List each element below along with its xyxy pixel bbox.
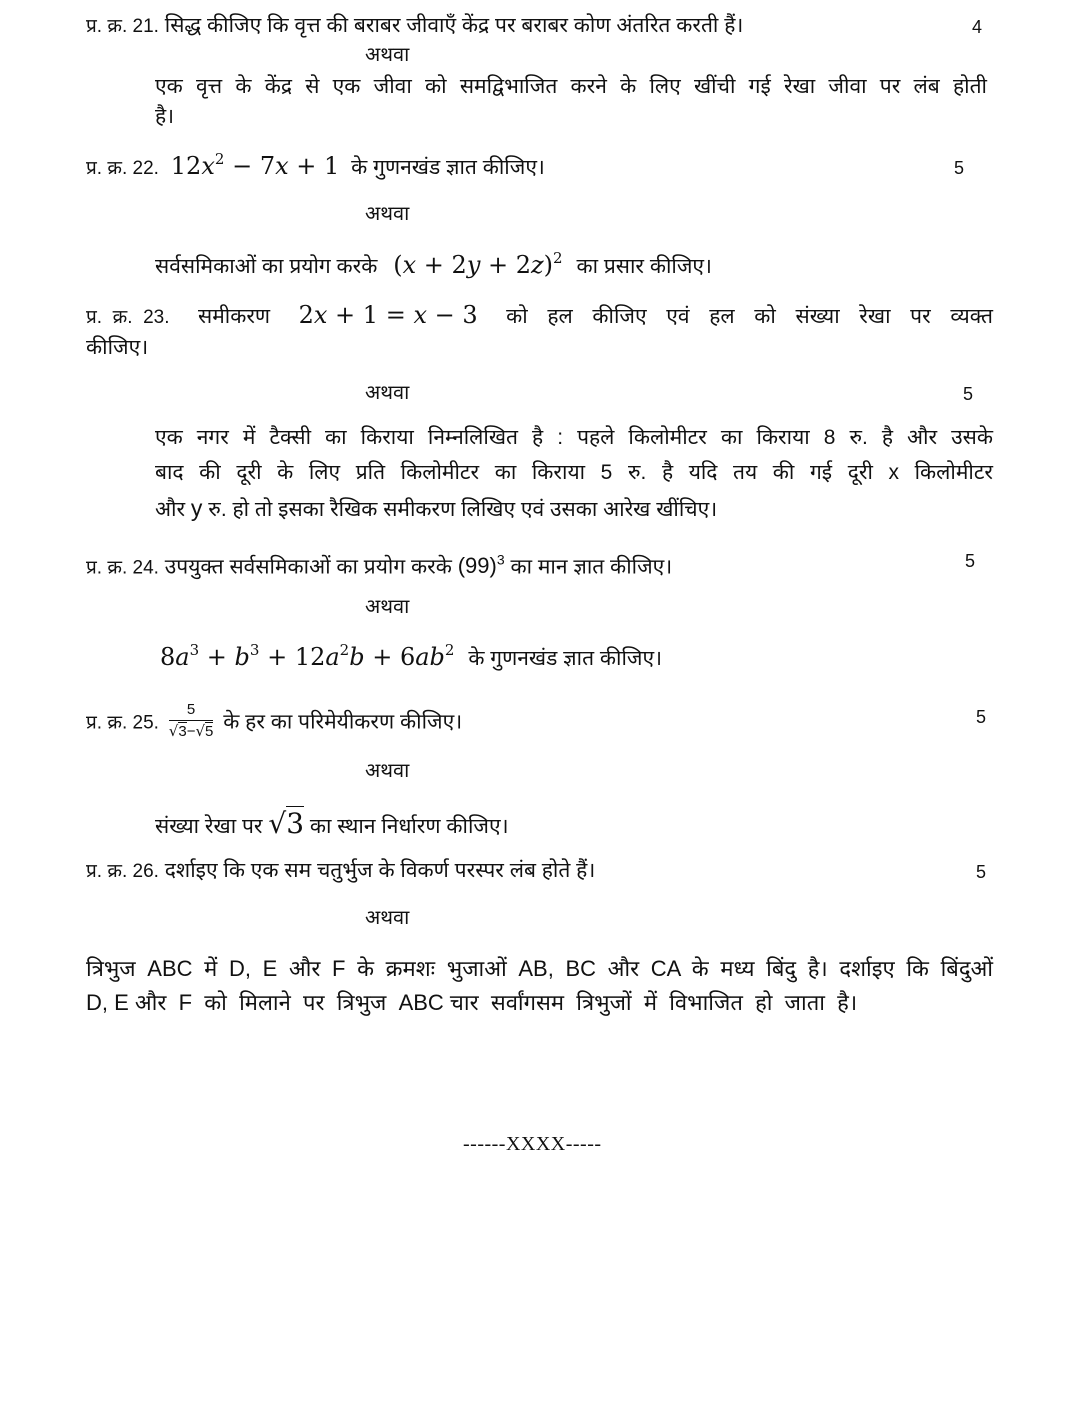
math-term: 6 xyxy=(399,643,416,671)
marks-label: 5 xyxy=(965,551,976,571)
alternative-text: रु. हो तो इसका रैखिक समीकरण लिखिए एवं उसका आरेख खींचिए। xyxy=(208,498,718,521)
math-term: + 1 = xyxy=(327,301,414,329)
math-variable: ab xyxy=(415,643,445,671)
marks-label: 4 xyxy=(972,17,983,37)
sqrt-icon: √ xyxy=(268,807,287,840)
question-23 xyxy=(86,301,993,332)
question-text: को हल कीजिए एवं हल को संख्या रेखा पर व्यक्त xyxy=(506,305,993,328)
question-text-prefix: समीकरण xyxy=(198,305,271,328)
alternative-question-21-line2: है। xyxy=(155,105,175,128)
math-paren: ) xyxy=(543,251,554,279)
math-term: + 2 xyxy=(416,251,467,279)
math-operator: + xyxy=(199,643,235,671)
math-term: − 3 xyxy=(426,301,478,329)
math-variable: x xyxy=(313,301,328,329)
or-label: अथवा xyxy=(365,596,410,618)
alternative-question-26-line1: त्रिभुज ABC में D, E और F के क्रमशः भुजाओं AB, BC और CA के मध्य बिंदु है। दर्शाइए कि बिंदुओं xyxy=(86,956,993,981)
math-variable: y xyxy=(190,495,203,521)
math-term: 7 xyxy=(259,152,276,180)
question-number: प्र. क्र. 23. xyxy=(86,307,170,328)
alternative-question-21-line1: एक वृत्त के केंद्र से एक जीवा को समद्विभाजित करने के लिए खींची गई रेखा जीवा पर लंब होती xyxy=(155,75,987,98)
alternative-question-25 xyxy=(155,807,509,841)
fraction-numerator: 5 xyxy=(169,701,214,721)
alternative-question-23-line2: बाद की दूरी के लिए प्रति किलोमीटर का किराया 5 रु. है यदि तय की गई दूरी x किलोमीटर xyxy=(155,461,993,484)
math-expression xyxy=(171,152,340,180)
math-operator: − xyxy=(186,723,196,740)
or-label: अथवा xyxy=(365,382,410,404)
radicand: 3 xyxy=(178,723,187,740)
math-variable: z xyxy=(531,251,544,279)
math-term: 2 xyxy=(298,301,314,329)
math-variable: x xyxy=(413,301,427,329)
alternative-question-23-line3 xyxy=(155,494,717,524)
question-number: प्र. क्र. 22. xyxy=(86,158,159,179)
math-exponent: 2 xyxy=(553,249,563,267)
radicand: 5 xyxy=(205,723,214,740)
end-of-paper-mark: ------XXXX----- xyxy=(463,1133,602,1155)
fraction-denominator xyxy=(169,721,214,741)
math-exponent: 2 xyxy=(339,641,350,659)
math-variable: y xyxy=(466,251,481,279)
math-variable: x xyxy=(275,152,289,180)
question-text: दर्शाइए कि एक सम चतुर्भुज के विकर्ण परस्पर लंब होते हैं। xyxy=(164,859,596,882)
math-term: 12 xyxy=(170,152,202,180)
math-term: (99) xyxy=(457,553,497,579)
math-term: 8 xyxy=(160,643,176,671)
alternative-text-prefix: सर्वसमिकाओं का प्रयोग करके xyxy=(155,255,378,278)
or-label: अथवा xyxy=(365,760,410,782)
question-text: के गुणनखंड ज्ञात कीजिए। xyxy=(351,156,545,179)
marks-label: 5 xyxy=(976,707,987,727)
alternative-text: और xyxy=(155,498,186,521)
question-number: प्र. क्र. 24. xyxy=(86,557,159,579)
question-22 xyxy=(86,152,545,183)
alternative-question-22 xyxy=(155,251,712,281)
math-term: 12 xyxy=(294,643,326,671)
math-term: + 2 xyxy=(480,251,532,279)
or-label: अथवा xyxy=(365,203,410,225)
or-label: अथवा xyxy=(365,44,410,66)
alternative-question-23-line1: एक नगर में टैक्सी का किराया निम्नलिखित है : पहले किलोमीटर का किराया 8 रु. है और उसके xyxy=(155,426,993,449)
question-number: प्र. क्र. 21. xyxy=(86,16,159,37)
math-variable: x xyxy=(201,152,215,180)
math-expression xyxy=(299,301,478,329)
math-expression xyxy=(458,553,505,578)
marks-label: 5 xyxy=(954,158,965,178)
question-26 xyxy=(86,857,595,886)
sqrt-icon: √ xyxy=(195,722,206,740)
question-23-line2: कीजिए। xyxy=(86,336,149,359)
math-exponent: 2 xyxy=(444,641,455,659)
math-expression xyxy=(268,806,304,840)
or-label: अथवा xyxy=(365,907,410,929)
question-text: सिद्ध कीजिए कि वृत्त की बराबर जीवाएँ केंद्र पर बराबर कोण अंतरित करती हैं। xyxy=(164,14,744,37)
math-variable: a xyxy=(175,643,190,671)
math-term: 1 xyxy=(324,152,340,180)
math-expression xyxy=(160,643,454,671)
sqrt-icon: √ xyxy=(168,722,179,740)
math-operator: − xyxy=(232,152,253,180)
math-variable: b xyxy=(234,643,250,671)
math-exponent: 2 xyxy=(214,150,225,168)
math-expression xyxy=(393,251,562,279)
question-number: प्र. क्र. 26. xyxy=(86,861,159,882)
math-operator: + xyxy=(259,643,295,671)
alternative-text-prefix: संख्या रेखा पर xyxy=(155,815,263,838)
marks-label: 5 xyxy=(976,862,987,882)
radicand: 3 xyxy=(286,807,305,840)
marks-label: 5 xyxy=(963,384,974,404)
fraction xyxy=(169,701,214,741)
question-text: के हर का परिमेयीकरण कीजिए। xyxy=(223,710,463,734)
math-operator: + xyxy=(296,152,317,180)
alternative-text-suffix: का प्रसार कीजिए। xyxy=(576,255,713,278)
question-25 xyxy=(86,703,462,743)
math-variable: a xyxy=(325,643,340,671)
math-exponent: 3 xyxy=(496,552,505,568)
question-number: प्र. क्र. 25. xyxy=(86,712,159,734)
math-paren: ( xyxy=(393,251,403,279)
alternative-question-26-line2: D, E और F को मिलाने पर त्रिभुज ABC चार सर्वांगसम त्रिभुजों में विभाजित हो जाता है। xyxy=(86,990,858,1015)
math-exponent: 3 xyxy=(189,641,200,659)
math-exponent: 3 xyxy=(249,641,260,659)
question-24 xyxy=(86,546,672,582)
question-text-prefix: उपयुक्त सर्वसमिकाओं का प्रयोग करके xyxy=(164,555,452,579)
question-text-suffix: का मान ज्ञात कीजिए। xyxy=(510,555,673,579)
math-operator: + xyxy=(364,643,400,671)
alternative-text-suffix: के गुणनखंड ज्ञात कीजिए। xyxy=(468,647,663,670)
alternative-question-24 xyxy=(160,643,662,673)
math-variable: x xyxy=(402,251,417,279)
math-variable: b xyxy=(349,643,365,671)
question-21 xyxy=(86,12,743,41)
alternative-text-suffix: का स्थान निर्धारण कीजिए। xyxy=(309,815,509,838)
